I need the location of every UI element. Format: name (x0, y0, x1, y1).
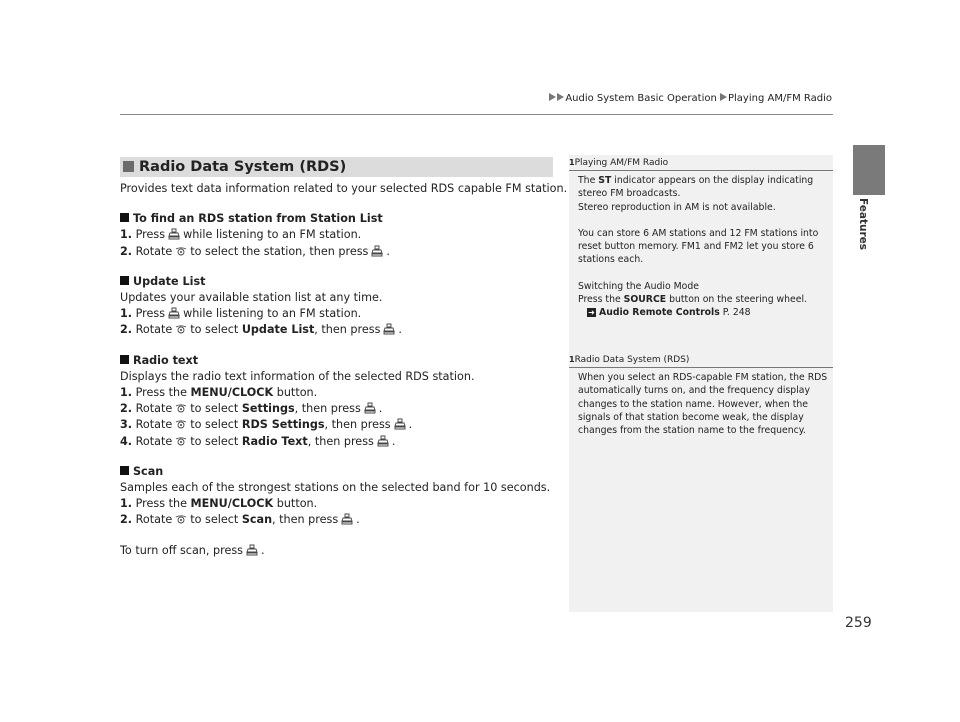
step: 1. Press while listening to an FM station. (120, 307, 362, 321)
selector-knob-icon (175, 513, 187, 525)
press-button-icon (383, 323, 395, 335)
press-button-icon (371, 245, 383, 257)
section-title: Radio Data System (RDS) (139, 159, 347, 175)
breadcrumb-parent[interactable]: Audio System Basic Operation (565, 93, 717, 104)
scan-off-text: To turn off scan, press . (120, 543, 265, 557)
press-button-icon (394, 418, 406, 430)
press-button-icon (364, 402, 376, 414)
selector-knob-icon (175, 435, 187, 447)
chapter-tab-label: Features (857, 198, 869, 250)
step: 2. Rotate to select the station, then press . (120, 244, 390, 258)
step: 1. Press while listening to an FM station. (120, 228, 362, 242)
main-content (120, 181, 568, 559)
press-button-icon (246, 544, 258, 556)
press-button-icon (168, 307, 180, 319)
scan-desc: Samples each of the strongest stations on the selected band for 10 seconds. (120, 481, 551, 495)
step: 2. Rotate to select Scan, then press . (120, 513, 360, 527)
step: 3. Rotate to select RDS Settings, then press . (120, 418, 413, 432)
header-rule (120, 114, 833, 115)
reference-arrow-icon: ➜ (588, 308, 595, 318)
press-button-icon (341, 513, 353, 525)
selector-knob-icon (175, 323, 187, 335)
note-playing-radio: 1Playing AM/FM Radio The ST indicator appears on the display indicating stereo FM broadcasts. Stereo reproduction in AM is not available. You can store 6 AM stations and 12 FM stations into reset button memory. FM1 and FM2 let you store 6 stations each. Switching the Audio Mode Press the SOURCE button on the steering wheel. ➜ Audio Remote Controls P. 248 (569, 155, 833, 320)
subheading-scan: Scan (120, 464, 560, 480)
step: 1. Press the MENU/CLOCK button. (120, 386, 318, 400)
section-heading (120, 157, 553, 177)
subheading-find: To find an RDS station from Station List (120, 211, 560, 227)
selector-knob-icon (175, 418, 187, 430)
chapter-tab[interactable] (853, 145, 885, 195)
subheading-update: Update List (120, 274, 560, 290)
subheading-radiotext: Radio text (120, 353, 560, 369)
notes-sidebar (569, 155, 833, 612)
step: 4. Rotate to select Radio Text, then press . (120, 434, 396, 448)
breadcrumb-current[interactable]: Playing AM/FM Radio (728, 93, 832, 104)
step: 2. Rotate to select Settings, then press . (120, 402, 383, 416)
breadcrumb (549, 93, 832, 104)
update-desc: Updates your available station list at any time. (120, 291, 383, 305)
press-button-icon (168, 228, 180, 240)
note-rds: 1Radio Data System (RDS) When you select an RDS-capable FM station, the RDS automatically turns on, and the frequency display changes to the station name. However, when the signals of that station become weak, the display changes from the station name to the frequency. (569, 355, 833, 437)
step: 2. Rotate to select Update List, then press . (120, 323, 402, 337)
intro-text: Provides text data information related to your selected RDS capable FM station. (120, 182, 568, 195)
page-number: 259 (845, 615, 872, 631)
reference-link[interactable]: ➜ Audio Remote Controls P. 248 (588, 307, 751, 319)
press-button-icon (377, 435, 389, 447)
step: 1. Press the MENU/CLOCK button. (120, 497, 318, 511)
selector-knob-icon (175, 245, 187, 257)
selector-knob-icon (175, 402, 187, 414)
radiotext-desc: Displays the radio text information of the selected RDS station. (120, 369, 475, 383)
